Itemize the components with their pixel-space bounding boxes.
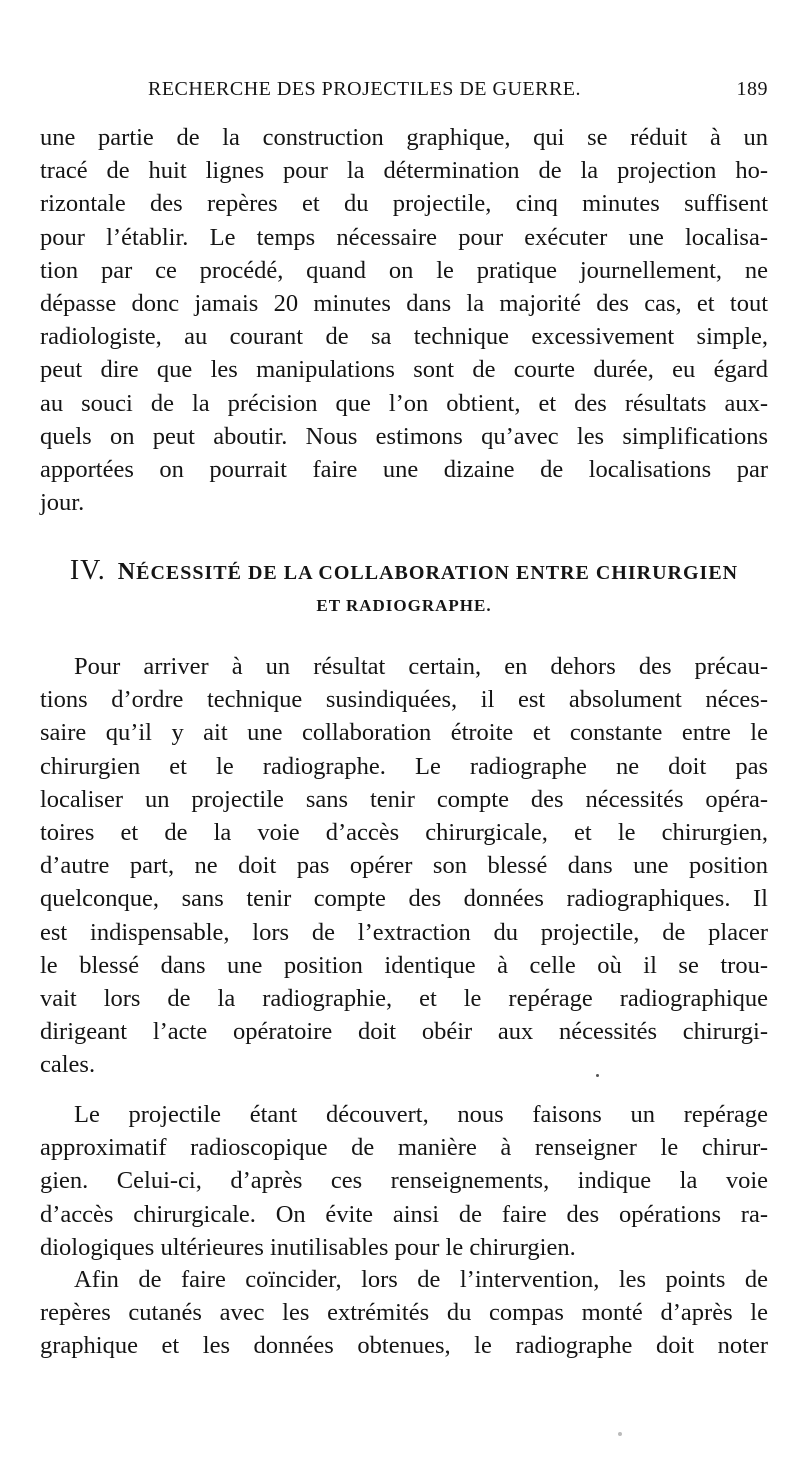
text-line: rizontale des repères et du projectile, cinq minutes suffisent: [40, 190, 768, 218]
text-line: chirurgien et le radiographe. Le radiographe ne doit pas: [40, 752, 768, 780]
section-heading-line2: ET RADIOGRAPHE.: [316, 596, 492, 615]
paragraph-construction-time: [40, 121, 768, 519]
section-number: IV.: [69, 555, 106, 586]
text-line: dirigeant l’acte opératoire doit obéir aux nécessités chirurgi-: [40, 1018, 768, 1046]
text-line: graphique et les données obtenues, le radiographe doit noter: [40, 1332, 768, 1360]
running-head-title: RECHERCHE DES PROJECTILES DE GUERRE.: [148, 78, 582, 100]
text-line: gien. Celui-ci, d’après ces renseignements, indique la voie: [40, 1167, 768, 1195]
section-heading-initial: N: [117, 559, 137, 585]
text-line: Le projectile étant découvert, nous faisons un repérage: [74, 1101, 768, 1128]
text-line: radiologiste, au courant de sa technique excessivement simple,: [40, 323, 768, 351]
text-line: au souci de la précision que l’on obtient, et des résultats aux-: [40, 389, 768, 417]
text-line: saire qu’il y ait une collaboration étroite et constante entre le: [40, 719, 768, 747]
ink-speck: [596, 1074, 599, 1077]
text-line: tions d’ordre technique susindiquées, il est absolument néces-: [40, 686, 768, 714]
paragraph-collaboration: [40, 650, 768, 1081]
text-line: quels on peut aboutir. Nous estimons qu’avec les simplifications: [40, 422, 768, 450]
text-line: cales.: [40, 1051, 96, 1079]
text-line: est indispensable, lors de l’extraction du projectile, de placer: [40, 918, 768, 946]
text-line: vait lors de la radiographie, et le repérage radiographique: [40, 984, 768, 1012]
text-line: pour l’établir. Le temps nécessaire pour exécuter une localisa-: [40, 223, 768, 251]
text-line: d’autre part, ne doit pas opérer son blessé dans une position: [40, 852, 768, 880]
text-line: d’accès chirurgicale. On évite ainsi de faire des opérations ra-: [40, 1200, 768, 1228]
text-line: toires et de la voie d’accès chirurgicale, et le chirurgien,: [40, 818, 768, 846]
text-line: diologiques ultérieures inutilisables pour le chirurgien.: [40, 1233, 576, 1261]
text-line: quelconque, sans tenir compte des données radiographiques. Il: [40, 885, 768, 913]
text-line: approximatif radioscopique de manière à renseigner le chirur-: [40, 1134, 768, 1162]
text-line: peut dire que les manipulations sont de courte durée, eu égard: [40, 356, 768, 384]
running-head: [40, 78, 768, 108]
text-line: apportées on pourrait faire une dizaine de localisations par: [40, 455, 768, 483]
page-number: 189: [736, 78, 768, 100]
text-line: repères cutanés avec les extrémités du compas monté d’après le: [40, 1299, 768, 1327]
text-line: tion par ce procédé, quand on le pratique journellement, ne: [40, 256, 768, 284]
text-line: Afin de faire coïncider, lors de l’intervention, les points de: [74, 1266, 768, 1293]
text-line: le blessé dans une position identique à celle où il se trou-: [40, 951, 768, 979]
paragraph-approximate-marking: [40, 1098, 768, 1264]
section-heading-line1: ÉCESSITÉ DE LA COLLABORATION ENTRE CHIRURGIEN: [136, 562, 739, 584]
paragraph-compass-points: [40, 1263, 768, 1363]
section-heading: [40, 556, 768, 588]
scan-speck: [618, 1432, 622, 1436]
text-line: Pour arriver à un résultat certain, en dehors des précau-: [74, 653, 768, 680]
text-line: une partie de la construction graphique, qui se réduit à un: [40, 124, 768, 151]
text-line: localiser un projectile sans tenir compte des nécessités opéra-: [40, 785, 768, 813]
text-line: tracé de huit lignes pour la détermination de la projection ho-: [40, 157, 768, 185]
text-line: jour.: [40, 489, 85, 517]
text-line: dépasse donc jamais 20 minutes dans la majorité des cas, et tout: [40, 289, 768, 317]
